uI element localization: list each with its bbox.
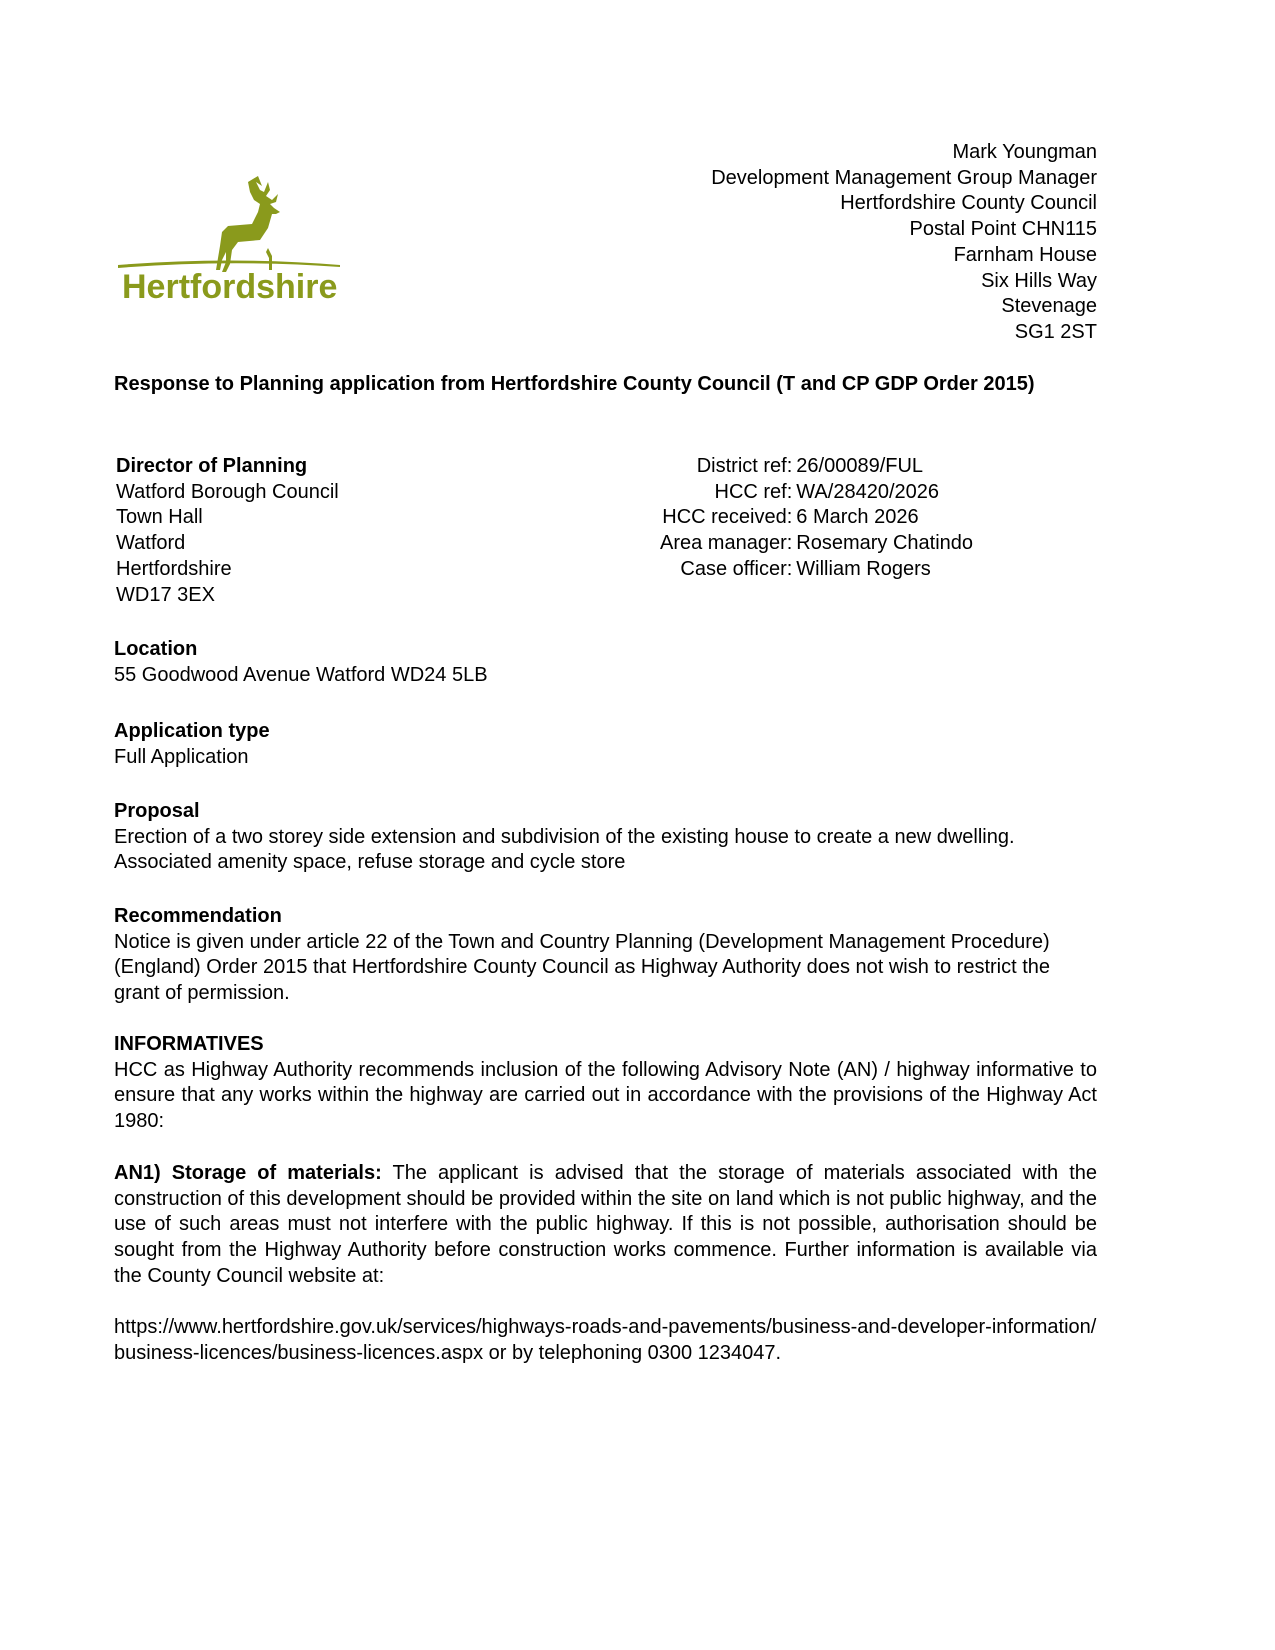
reference-table — [660, 454, 973, 583]
sender-line: Stevenage — [1001, 295, 1097, 318]
section-text: Full Application — [114, 745, 249, 768]
sender-line: Mark Youngman — [952, 141, 1097, 163]
proposal-section — [114, 799, 1034, 876]
sender-line: Development Management Group Manager — [711, 166, 1097, 189]
informatives-section — [114, 1032, 1097, 1135]
ref-label: Area manager: — [660, 532, 793, 555]
section-title: INFORMATIVES — [114, 1033, 264, 1055]
sender-line: Six Hills Way — [981, 269, 1097, 292]
recipient-line: Watford Borough Council — [116, 480, 339, 503]
sender-line: Farnham House — [953, 243, 1097, 266]
ref-label: District ref: — [696, 455, 793, 477]
an1-text: The applicant is advised that the storage of materials associated with the construction of this development should be provided within the site on land which is not public highway, and the use of such areas must not interfere with the public highway. If this is not possible, authorisation should be sought from the Highway Authority before construction works commence. Further information is available via the County Council website at: — [114, 1162, 1098, 1287]
sender-line: Hertfordshire County Council — [840, 192, 1097, 215]
hertfordshire-logo — [118, 168, 343, 308]
ref-value: William Rogers — [796, 557, 931, 580]
section-title: Proposal — [114, 800, 200, 822]
location-section — [114, 637, 1097, 688]
ref-label: Case officer: — [680, 557, 793, 580]
ref-row — [660, 557, 973, 583]
recipient-line: WD17 3EX — [116, 583, 215, 606]
section-title: Recommendation — [114, 905, 282, 927]
ref-value: WA/28420/2026 — [796, 480, 939, 503]
recipient-line: Hertfordshire — [116, 557, 232, 580]
section-text: Notice is given under article 22 of the Town and Country Planning (Development Management Procedure) (England) Order 2015 that Hertfordshire County Council as Highway Authority does not wish to restrict the grant of permission. — [114, 930, 1051, 1005]
recommendation-section — [114, 904, 1089, 1007]
application-type-section — [114, 719, 1097, 770]
recipient-line: Town Hall — [116, 506, 203, 529]
sender-line: Postal Point CHN115 — [909, 218, 1097, 241]
document-heading: Response to Planning application from Hertfordshire County Council (T and CP GDP Order 2015) — [114, 373, 1035, 395]
ref-label: HCC received: — [662, 506, 793, 529]
recipient-line: Watford — [116, 532, 186, 555]
ref-row — [660, 480, 973, 506]
ref-row — [660, 454, 973, 480]
ref-value: 6 March 2026 — [796, 506, 919, 529]
ref-row — [660, 531, 973, 557]
stag-logo-icon — [118, 168, 343, 308]
section-title: Application type — [114, 720, 270, 742]
sender-address — [711, 140, 1097, 346]
ref-row — [660, 505, 973, 531]
further-info — [114, 1315, 1097, 1366]
svg-text:Hertfordshire: Hertfordshire — [122, 268, 338, 306]
section-text: HCC as Highway Authority recommends inclusion of the following Advisory Note (AN) / highway informative to ensure that any works within the highway are carried out in accordance with the provisions of the Highway Act 1980: — [114, 1058, 1097, 1133]
ref-label: HCC ref: — [714, 480, 793, 503]
sender-line: SG1 2ST — [1014, 320, 1097, 343]
ref-value: Rosemary Chatindo — [796, 532, 974, 555]
an1-section — [114, 1161, 1097, 1290]
an1-title: AN1) Storage of materials: — [114, 1162, 382, 1184]
recipient-title: Director of Planning — [116, 455, 308, 477]
phone-text: or by telephoning 0300 1234047. — [483, 1341, 782, 1364]
website-link[interactable]: https://www.hertfordshire.gov.uk/services/highways-roads-and-pavements/business-and-developer-information/business-licences/business-licences.aspx — [114, 1316, 1097, 1364]
recipient-address — [116, 454, 339, 608]
section-text: 55 Goodwood Avenue Watford WD24 5LB — [114, 663, 488, 686]
ref-value: 26/00089/FUL — [796, 455, 924, 477]
section-text: Erection of a two storey side extension and subdivision of the existing house to create a new dwelling. Associated amenity space, refuse storage and cycle store — [114, 825, 1015, 874]
section-title: Location — [114, 638, 198, 660]
